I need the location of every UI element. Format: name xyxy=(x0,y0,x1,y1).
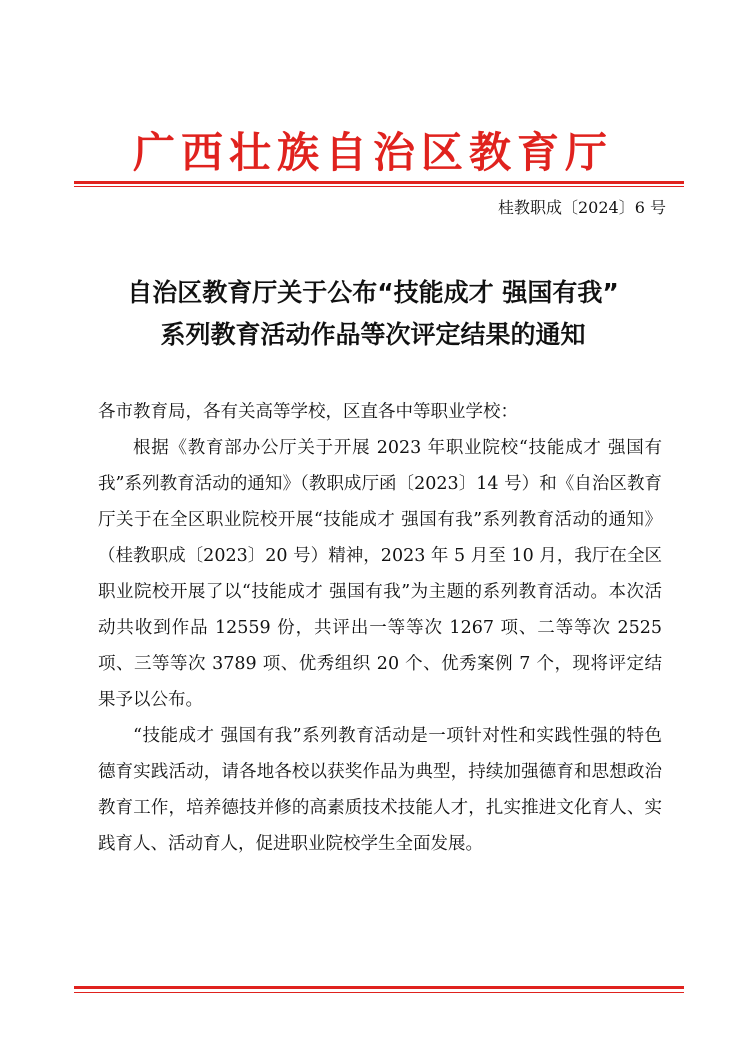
paragraph-2: “技能成才 强国有我”系列教育活动是一项针对性和实践性强的特色德育实践活动，请各地各校以获奖作品为典型，持续加强德育和思想政治教育工作，培养德技并修的高素质技术技能人才，扎实推进文化育人、实践育人、活动育人，促进职业院校学生全面发展。 xyxy=(98,726,662,854)
footer-red-rule-thin xyxy=(74,992,684,993)
document-title-line-2: 系列教育活动作品等次评定结果的通知 xyxy=(160,320,586,349)
footer-red-rule-thick xyxy=(74,986,684,989)
document-title xyxy=(60,272,686,356)
org-header-title: 广西壮族自治区教育厅 xyxy=(132,128,613,177)
salutation: 各市教育局，各有关高等学校，区直各中等职业学校： xyxy=(98,402,518,422)
header-red-rule-thick xyxy=(74,181,684,184)
document-body xyxy=(98,394,662,862)
paragraph-1: 根据《教育部办公厅关于开展 2023 年职业院校“技能成才 强国有我”系列教育活动的通知》（教职成厅函〔2023〕14 号）和《自治区教育厅关于在全区职业院校开展“技能成才 强国有我”系列教育活动的通知》（桂教职成〔2023〕20 号）精神，2023 年 5 月至 10 月，我厅在全区职业院校开展了以“技能成才 强国有我”为主题的系列教育活动。本次活动共收到作品 12559 份，共评出一等等次 1267 项、二等等次 2525 项、三等等次 3789 项、优秀组织 20 个、优秀案例 7 个，现将评定结果予以公布。 xyxy=(98,438,662,710)
document-title-line-1: 自治区教育厅关于公布“技能成才 强国有我” xyxy=(127,278,619,307)
document-number: 桂教职成〔2024〕6 号 xyxy=(498,198,666,217)
header-red-rule-thin xyxy=(74,186,684,187)
